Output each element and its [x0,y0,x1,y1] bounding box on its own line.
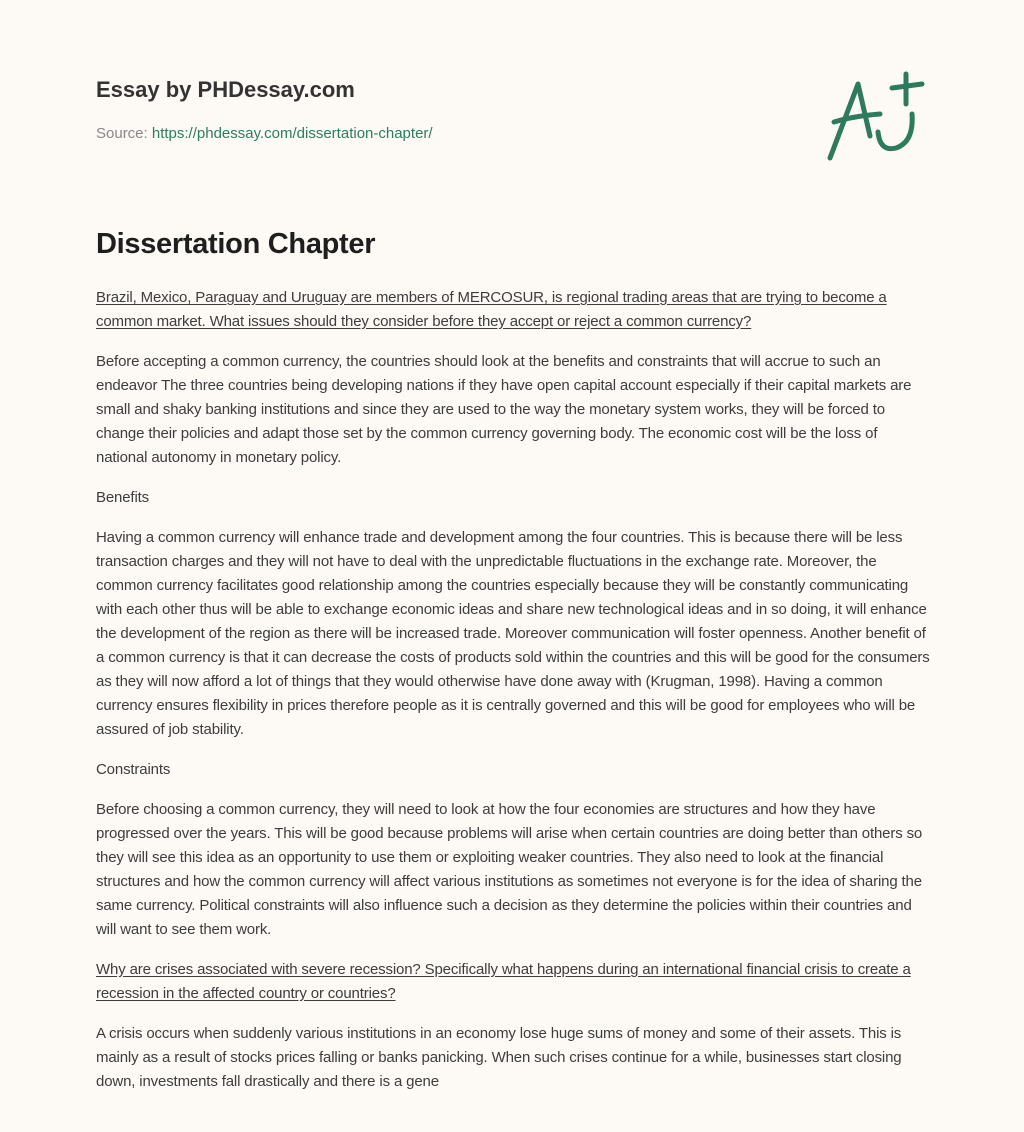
source-line [96,124,433,144]
page-title: Dissertation Chapter [96,228,376,260]
a-plus-grade-icon [820,66,930,166]
article [96,222,932,1110]
question-1: Brazil, Mexico, Paraguay and Uruguay are members of MERCOSUR, is regional trading areas that are trying to become a common market. What issues should they consider before they accept or reject a common currency? [96,289,887,330]
constraints-paragraph: Before choosing a common currency, they will need to look at how the four economies are structures and how they have progressed over the years. This will be good because problems will arise when certain countries are doing better than others so they will see this idea as an opportunity to use them or exploiting weaker countries. They also need to look at the financial structures and how the common currency will affect various institutions as sometimes not everyone is for the idea of sharing the same currency. Political constraints will also influence such a decision as they determine the policies within their countries and will want to see them work. [96,801,923,938]
crisis-paragraph: A crisis occurs when suddenly various institutions in an economy lose huge sums of money and some of their assets. This is mainly as a result of stocks prices falling or banks panicking. When such crises continue for a while, businesses start closing down, investments fall drastically and there is a gene [96,1025,902,1090]
source-label: Source: [96,125,148,142]
subheading-constraints: Constraints [96,761,171,778]
subheading-benefits: Benefits [96,489,149,506]
question-2: Why are crises associated with severe recession? Specifically what happens during an international financial crisis to create a recession in the affected country or countries? [96,961,911,1002]
intro-paragraph: Before accepting a common currency, the countries should look at the benefits and constraints that will accrue to such an endeavor The three countries being developing nations if they have open capital account especially if their capital markets are small and shaky banking institutions and since they are used to the way the monetary system works, they will be forced to change their policies and adapt those set by the common currency governing body. The economic cost will be the loss of national autonomy in monetary policy. [96,353,912,466]
benefits-paragraph: Having a common currency will enhance trade and development among the four countries. This is because there will be less transaction charges and they will not have to deal with the unpredictable fluctuations in the exchange rate. Moreover, the common currency facilitates good relationship among the countries especially because they will be constantly communicating with each other thus will be able to exchange economic ideas and share new technological ideas and in so doing, it will enhance the development of the region as there will be increased trade. Moreover communication will foster openness. Another benefit of a common currency is that it can decrease the costs of products sold within the countries and this will be good for the consumers as they will now afford a lot of things that they would otherwise have done away with (Krugman, 1998). Having a common currency ensures flexibility in prices therefore people as it is centrally governed and this will be good for employees who will be assured of job stability. [96,529,930,738]
site-title: Essay by PHDessay.com [96,77,355,102]
page-header [96,74,928,142]
source-link[interactable]: https://phdessay.com/dissertation-chapter/ [151,125,433,142]
